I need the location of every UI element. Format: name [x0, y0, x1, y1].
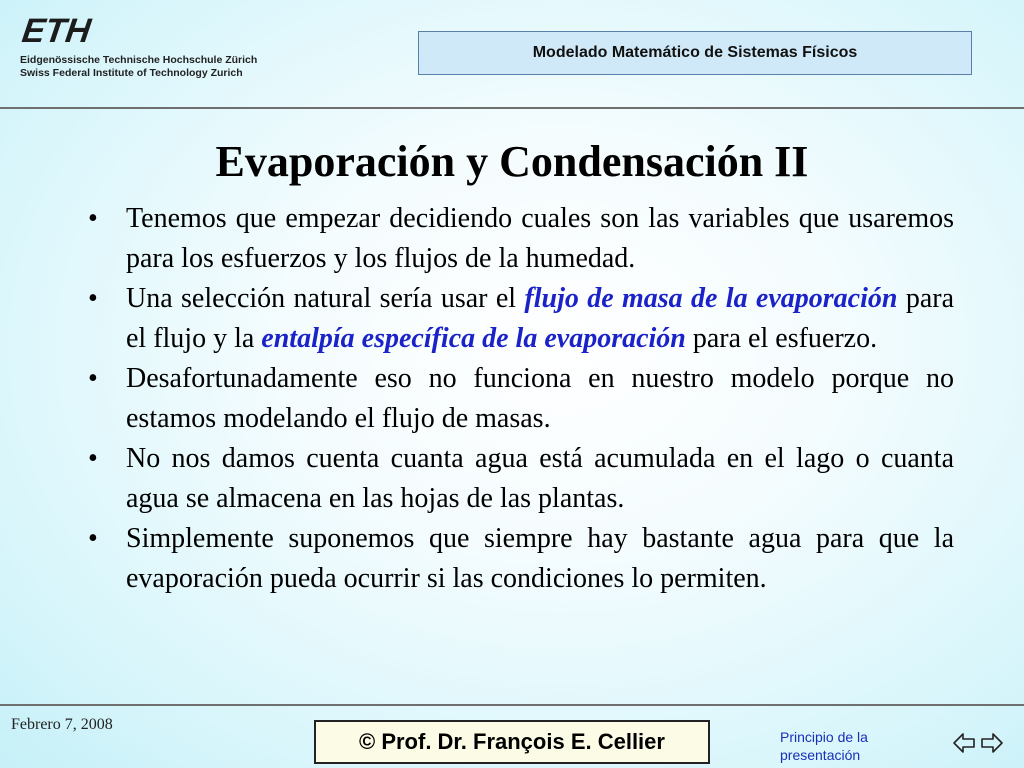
bullet-item	[88, 519, 954, 599]
bullet-marker: •	[88, 443, 98, 474]
navigation-arrows	[952, 730, 1004, 756]
eth-logo-line-german: Eidgenössische Technische Hochschule Zürich	[20, 54, 258, 66]
bullet-text: Una selección natural sería usar el	[126, 283, 525, 314]
bullet-text: No nos damos cuenta cuanta agua está acumulada en el lago o cuanta agua se almacena en las hojas de las plantas.	[126, 443, 954, 514]
bullet-text: para el esfuerzo.	[685, 323, 878, 354]
bullet-item	[88, 359, 954, 439]
bullet-text: Desafortunadamente eso no funciona en nuestro modelo porque no estamos modelando el flujo de masas.	[126, 363, 954, 434]
arrow-left-icon[interactable]	[954, 734, 974, 752]
bullet-text: para el flujo y la	[126, 283, 955, 354]
header-divider	[0, 107, 1024, 109]
bullet-item	[88, 439, 954, 519]
footer-date: Febrero 7, 2008	[11, 716, 113, 733]
bullet-text: Tenemos que empezar decidiendo cuales son las variables que usaremos para los esfuerzos y los flujos de la humedad.	[126, 203, 954, 274]
bullet-item	[88, 279, 954, 359]
author-box: © Prof. Dr. François E. Cellier	[314, 720, 710, 764]
start-of-presentation-link[interactable]: Principio de la presentación	[780, 729, 868, 763]
bullet-text: Simplemente suponemos que siempre hay bastante agua para que la evaporación pueda ocurrir si las condiciones lo permiten.	[126, 523, 954, 594]
bullet-item	[88, 199, 954, 279]
eth-logo-line-english: Swiss Federal Institute of Technology Zurich	[20, 67, 243, 79]
course-title-box: Modelado Matemático de Sistemas Físicos	[418, 31, 972, 75]
bullet-marker: •	[88, 283, 98, 314]
slide-header	[0, 0, 1024, 108]
bullet-marker: •	[88, 523, 98, 554]
footer-divider	[0, 704, 1024, 706]
slide-title: Evaporación y Condensación II	[215, 137, 809, 186]
nav-arrows-graphic	[952, 730, 1004, 756]
bullet-marker: •	[88, 203, 98, 234]
eth-logo	[20, 14, 257, 80]
bullet-list	[88, 199, 954, 599]
bullet-marker: •	[88, 363, 98, 394]
emphasis-flujo-de-masa: flujo de masa de la evaporación	[524, 283, 898, 314]
eth-logo-mark: ETH	[19, 12, 94, 50]
emphasis-entalpia-especifica: entalpía específica de la evaporación	[261, 323, 686, 354]
arrow-right-icon[interactable]	[982, 734, 1002, 752]
